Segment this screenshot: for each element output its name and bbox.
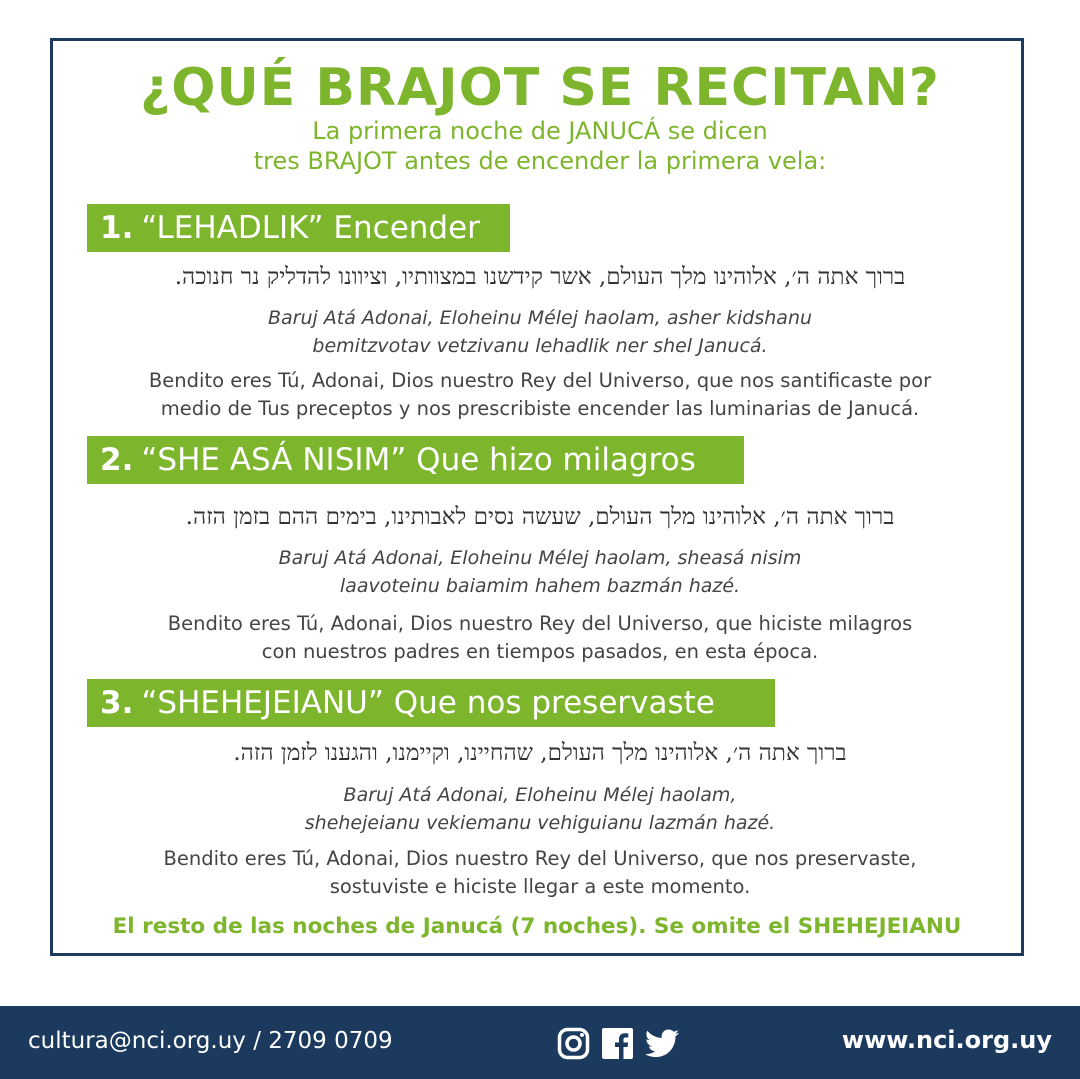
translit-line: shehejeianu vekiemanu vehiguianu lazmán hazé.	[304, 812, 776, 834]
translation-line: sostuviste e hiciste llegar a este momento.	[329, 875, 751, 898]
instagram-icon[interactable]	[557, 1027, 590, 1060]
section-3-hebrew: ברוך אתה ה׳, אלוהינו מלך העולם, שהחיינו, וקיימנו, והגענו לזמן הזה.	[233, 740, 847, 766]
section-1-heading	[87, 204, 510, 252]
section-2-hebrew: ברוך אתה ה׳, אלוהינו מלך העולם, שעשה נסים לאבותינו, בימים ההם בזמן הזה.	[185, 504, 895, 530]
translation-line: medio de Tus preceptos y nos prescribiste encender las luminarias de Janucá.	[160, 397, 920, 420]
translation-line: Bendito eres Tú, Adonai, Dios nuestro Rey del Universo, que nos santificaste por	[148, 369, 932, 392]
website-link[interactable]: www.nci.org.uy	[841, 1026, 1052, 1054]
section-2-heading	[87, 436, 744, 484]
translation-line: con nuestros padres en tiempos pasados, en esta época.	[261, 640, 819, 663]
section-3-translation	[60, 845, 1020, 901]
translation-line: Bendito eres Tú, Adonai, Dios nuestro Rey del Universo, que hiciste milagros	[167, 612, 913, 635]
subtitle	[0, 116, 1080, 176]
section-1-transliteration	[60, 304, 1020, 360]
subtitle-line-2: tres BRAJOT antes de encender la primera vela:	[253, 147, 827, 175]
translation-line: Bendito eres Tú, Adonai, Dios nuestro Rey del Universo, que nos preservaste,	[163, 847, 917, 870]
section-1-hebrew: ברוך אתה ה׳, אלוהינו מלך העולם, אשר קידשנו במצוותיו, וציוונו להדליק נר חנוכה.	[174, 264, 906, 290]
section-3-heading	[87, 679, 775, 727]
page-title: ¿QUÉ BRAJOT SE RECITAN?	[140, 58, 940, 118]
section-2-translation	[60, 610, 1020, 666]
section-heading-text: “SHE ASÁ NISIM” Que hizo milagros	[141, 442, 696, 478]
translit-line: bemitzvotav vetzivanu lehadlik ner shel Janucá.	[312, 335, 768, 357]
subtitle-line-1: La primera noche de JANUCÁ se dicen	[312, 117, 768, 145]
twitter-icon[interactable]	[645, 1029, 679, 1058]
section-heading-text: “SHEHEJEIANU” Que nos preservaste	[141, 685, 715, 721]
contact-info[interactable]: cultura@nci.org.uy / 2709 0709	[28, 1028, 393, 1054]
section-1-translation	[60, 367, 1020, 423]
section-number: 1.	[100, 210, 134, 246]
section-number: 2.	[100, 442, 134, 478]
translit-line: Baruj Atá Adonai, Eloheinu Mélej haolam,	[343, 784, 737, 806]
translit-line: Baruj Atá Adonai, Eloheinu Mélej haolam, sheasá nisim	[278, 547, 802, 569]
facebook-icon[interactable]	[602, 1028, 633, 1059]
social-icons	[557, 1026, 679, 1060]
section-number: 3.	[100, 685, 134, 721]
section-2-transliteration	[60, 544, 1020, 600]
footer-bar	[0, 1006, 1080, 1079]
footnote: El resto de las noches de Janucá (7 noches). Se omite el SHEHEJEIANU	[112, 914, 962, 939]
translit-line: Baruj Atá Adonai, Eloheinu Mélej haolam, asher kidshanu	[267, 307, 813, 329]
translit-line: laavoteinu baiamim hahem bazmán hazé.	[339, 575, 741, 597]
section-heading-text: “LEHADLIK” Encender	[141, 210, 480, 246]
section-3-transliteration	[60, 781, 1020, 837]
